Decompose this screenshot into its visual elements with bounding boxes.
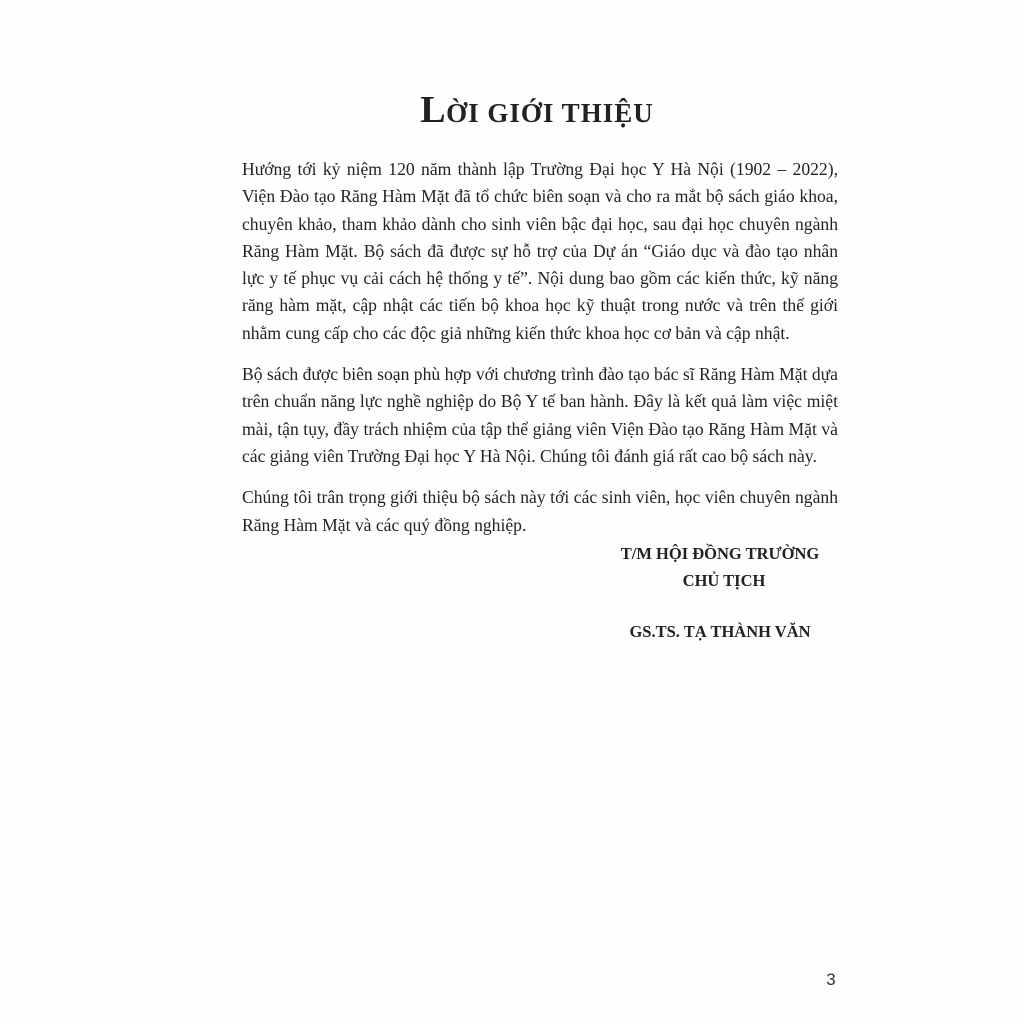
paragraph-intro: Hướng tới kỷ niệm 120 năm thành lập Trường Đại học Y Hà Nội (1902 – 2022), Viện Đào tạo Răng Hàm Mặt đã tổ chức biên soạn và cho ra mắt bộ sách giáo khoa, chuyên khảo, tham khảo dành cho sinh viên bậc đại học, sau đại học chuyên ngành Răng Hàm Mặt. Bộ sách đã được sự hỗ trợ của Dự án “Giáo dục và đào tạo nhân lực y tế phục vụ cải cách hệ thống y tế”. Nội dung bao gồm các kiến thức, kỹ năng răng hàm mặt, cập nhật các tiến bộ khoa học kỹ thuật trong nước và trên thế giới nhằm cung cấp cho các độc giả những kiến thức khoa học cơ bản và cập nhật. [242,159,838,343]
signature-name: GS.TS. TẠ THÀNH VĂN [629,622,811,641]
paragraph-recommendation: Chúng tôi trân trọng giới thiệu bộ sách này tới các sinh viên, học viên chuyên ngành Răng Hàm Mặt và các quý đồng nghiệp. [242,487,838,535]
signature-on-behalf: T/M HỘI ĐỒNG TRƯỜNG [620,544,820,563]
page-title [0,88,1024,132]
page-number: 3 [826,970,836,989]
body-text [242,156,838,553]
signature-position: CHỦ TỊCH [682,571,766,590]
signature-block [600,540,840,645]
paragraph-curriculum: Bộ sách được biên soạn phù hợp với chương trình đào tạo bác sĩ Răng Hàm Mặt dựa trên chuẩn năng lực nghề nghiệp do Bộ Y tế ban hành. Đây là kết quả làm việc miệt mài, tận tụy, đầy trách nhiệm của tập thể giảng viên Viện Đào tạo Răng Hàm Mặt và các giảng viên Trường Đại học Y Hà Nội. Chúng tôi đánh giá rất cao bộ sách này. [242,364,838,466]
page-title-rest: ỜI GIỚI THIỆU [446,98,654,128]
page-title-initial: L [420,89,447,131]
